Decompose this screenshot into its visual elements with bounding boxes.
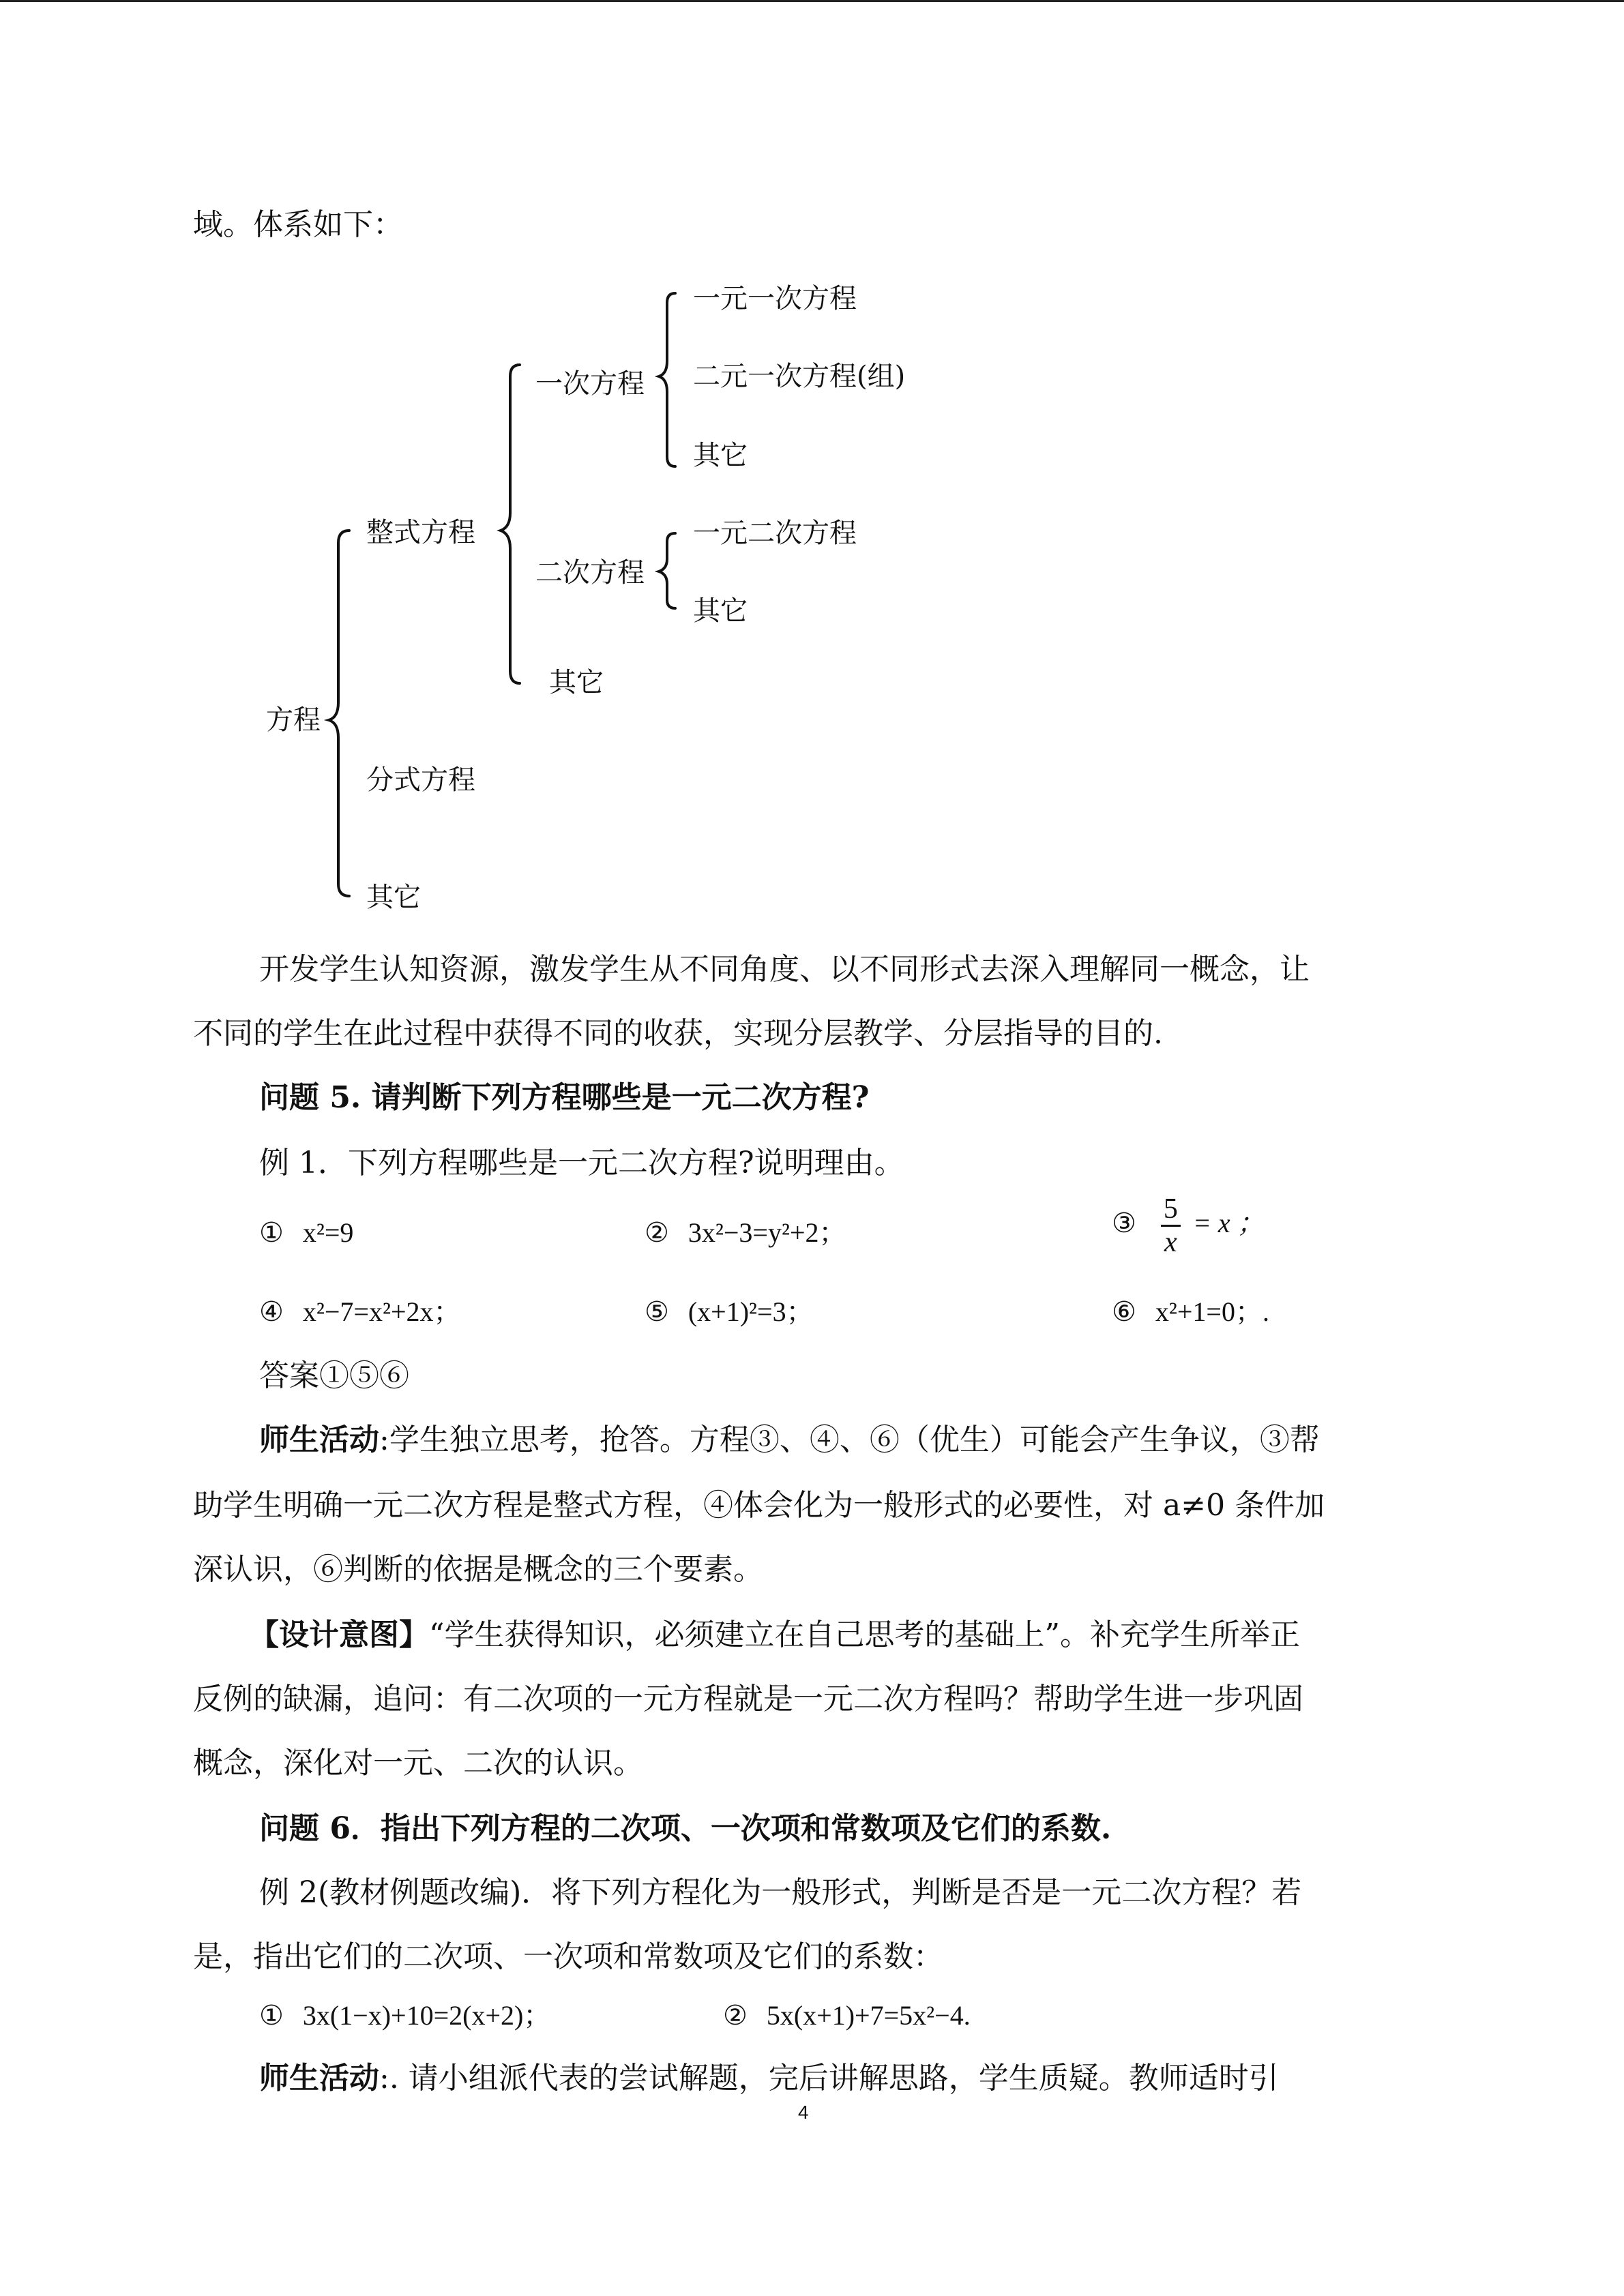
equation: 3x²−3=y²+2； [688,1217,846,1248]
intro-line: 域。体系如下： [193,207,403,242]
activity1-line1 [259,1420,1320,1461]
equation: x²−7=x²+2x； [302,1296,461,1327]
fraction [1161,1193,1181,1258]
design-line1 [249,1615,1300,1656]
q5-title: 问题 5. 请判断下列方程哪些是一元二次方程? [259,1080,870,1115]
design-line2: 反例的缺漏，追问：有二次项的一元方程就是一元二次方程吗？帮助学生进一步巩固 [193,1682,1303,1716]
page-number: 4 [798,2102,809,2123]
activity-label: 师生活动 [259,2061,379,2096]
equation: x²+1=0；. [1155,1296,1269,1327]
ex1-item-6 [1112,1293,1269,1331]
item-number: ① [259,2000,284,2031]
ex1-item-2 [645,1214,846,1252]
ex1-answer: 答案①⑤⑥ [259,1358,409,1393]
ex1-item-4 [259,1293,461,1331]
tree-linear-other: 其它 [693,440,748,471]
linear-brace [659,293,675,466]
activity-text: :学生独立思考，抢答。方程③、④、⑥（优生）可能会产生争议，③帮 [379,1422,1320,1457]
tree-integral: 整式方程 [366,517,475,548]
ex2-line2: 是，指出它们的二次项、一次项和常数项及它们的系数： [193,1939,943,1974]
activity1-line2: 助学生明确一元二次方程是整式方程，④体会化为一般形式的必要性，对 a≠0 条件加 [193,1488,1325,1523]
design-text: “学生获得知识，必须建立在自己思考的基础上”。补充学生所举正 [429,1617,1300,1652]
activity-label: 师生活动 [259,1422,379,1457]
integral-brace [501,365,520,683]
tree-root: 方程 [266,704,321,736]
tree-quadratic: 二次方程 [535,557,645,588]
tree-linear: 一次方程 [535,368,645,400]
q6-title: 问题 6．指出下列方程的二次项、一次项和常数项及它们的系数. [259,1811,1112,1846]
para1-line2: 不同的学生在此过程中获得不同的收获，实现分层教学、分层指导的目的. [193,1016,1163,1051]
tree-quadratic-other: 其它 [693,595,748,627]
activity-text: :. 请小组派代表的尝试解题，完后讲解思路，学生质疑。教师适时引 [379,2061,1279,2096]
item-number: ① [259,1217,284,1248]
tree-integral-other: 其它 [549,667,604,698]
para1-line1: 开发学生认知资源，激发学生从不同角度、以不同形式去深入理解同一概念，让 [259,952,1310,987]
equation: x²=9 [302,1217,354,1248]
tree-root-other: 其它 [366,882,421,913]
ex1-title: 例 1．下列方程哪些是一元二次方程?说明理由。 [259,1146,904,1180]
ex2-item-1 [259,1997,550,2035]
item-number: ⑤ [645,1296,669,1327]
item-number: ③ [1112,1207,1136,1238]
ex2-item-2 [723,1997,971,2035]
ex1-item-3 [1112,1193,1265,1258]
item-number: ④ [259,1296,284,1327]
equation: 5x(x+1)+7=5x²−4. [766,2000,971,2031]
equation-rest: = x ； [1192,1207,1265,1238]
tree-linear-two: 二元一次方程(组) [693,361,906,392]
activity1-line3: 深认识，⑥判断的依据是概念的三个要素。 [193,1552,763,1587]
design-label: 【设计意图】 [249,1617,429,1652]
ex2-line1: 例 2(教材例题改编)．将下列方程化为一般形式，判断是否是一元二次方程？若 [259,1875,1302,1910]
fraction-numerator: 5 [1161,1193,1181,1227]
fraction-denominator: x [1164,1227,1177,1259]
tree-fractional: 分式方程 [366,764,475,796]
ex1-item-1 [259,1214,353,1252]
item-number: ② [723,2000,748,2031]
ex1-item-5 [645,1293,814,1331]
design-line3: 概念，深化对一元、二次的认识。 [193,1746,643,1780]
tree-linear-one: 一元一次方程 [693,283,857,314]
equation: 3x(1−x)+10=2(x+2)； [302,2000,551,2031]
item-number: ⑥ [1112,1296,1136,1327]
item-number: ② [645,1217,669,1248]
root-brace [329,531,349,896]
quadratic-brace [659,533,675,608]
equation: (x+1)²=3； [688,1296,814,1327]
tree-quadratic-one: 一元二次方程 [693,518,857,549]
activity2-line1 [259,2058,1279,2099]
